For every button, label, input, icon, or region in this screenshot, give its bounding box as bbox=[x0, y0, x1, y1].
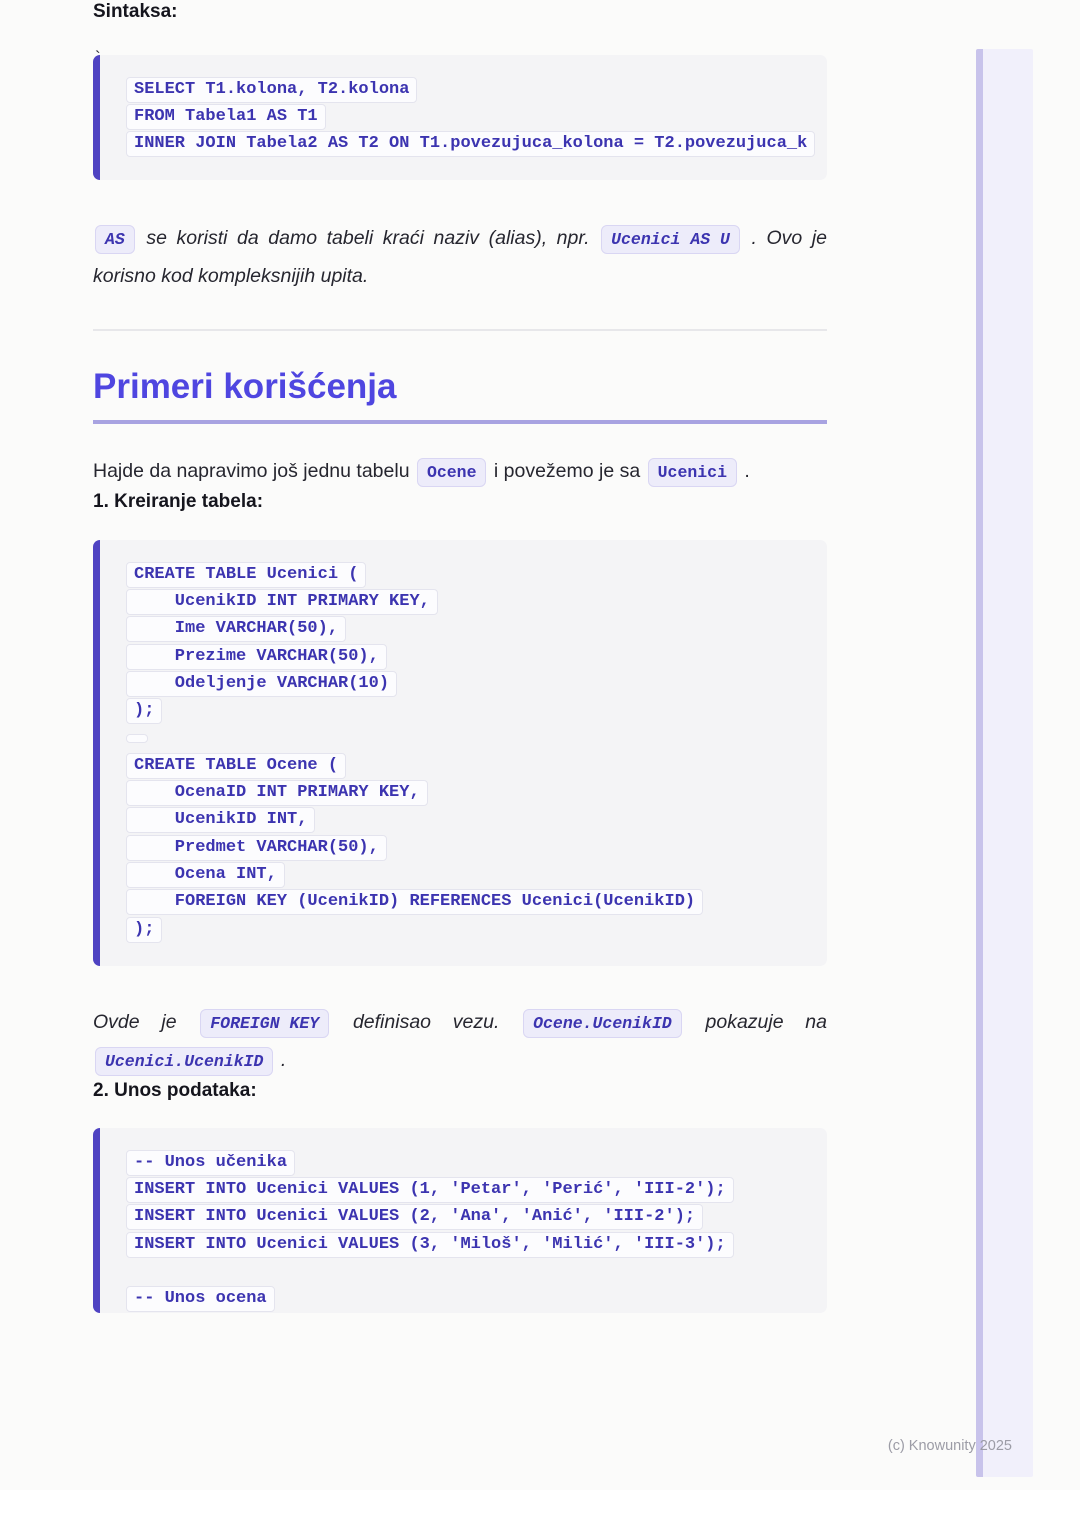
code-line bbox=[126, 1176, 827, 1203]
code-line-text: -- Unos učenika bbox=[126, 1150, 295, 1176]
code-line-text: UcenikID INT PRIMARY KEY, bbox=[126, 589, 438, 615]
code-line bbox=[126, 889, 827, 916]
paragraph-text: pokazuje na bbox=[683, 1011, 827, 1033]
code-line bbox=[126, 834, 827, 861]
code-line bbox=[126, 779, 827, 806]
inline-code-ocene: Ocene bbox=[417, 458, 487, 487]
code-line-text: INNER JOIN Tabela2 AS T2 ON T1.povezujuca_kolona = T2.povezujuca_k bbox=[126, 131, 815, 157]
paragraph-alias bbox=[93, 219, 827, 295]
code-line bbox=[126, 861, 827, 888]
code-line-text: Ime VARCHAR(50), bbox=[126, 616, 346, 642]
code-line-text: Predmet VARCHAR(50), bbox=[126, 835, 387, 861]
code-line bbox=[126, 561, 827, 588]
code-line-text: Prezime VARCHAR(50), bbox=[126, 644, 387, 670]
code-line bbox=[126, 616, 827, 643]
inline-code-ocene-ucenikid: Ocene.UcenikID bbox=[523, 1009, 682, 1038]
watermark-credit: (c) Knowunity 2025 bbox=[887, 1438, 1012, 1454]
code-line-text: FOREIGN KEY (UcenikID) REFERENCES Ucenici(UcenikID) bbox=[126, 889, 703, 915]
paragraph-text: i povežemo je sa bbox=[488, 460, 646, 482]
scrollbar-track[interactable] bbox=[976, 49, 1033, 1477]
paragraph-text: . bbox=[275, 1049, 287, 1071]
code-line bbox=[126, 697, 827, 724]
paragraph-text: Ovde je bbox=[93, 1011, 199, 1033]
code-line-text: -- Unos ocena bbox=[126, 1286, 275, 1312]
subheading-create-tables: 1. Kreiranje tabela: bbox=[93, 491, 264, 512]
code-line bbox=[126, 1149, 827, 1176]
code-line-text: Odeljenje VARCHAR(10) bbox=[126, 671, 397, 697]
code-line bbox=[126, 643, 827, 670]
code-line-text: FROM Tabela1 AS T1 bbox=[126, 104, 326, 130]
code-line-text: CREATE TABLE Ocene ( bbox=[126, 753, 346, 779]
code-line-blank bbox=[126, 725, 827, 752]
syntax-heading: Sintaksa: bbox=[93, 1, 178, 22]
inline-code-foreign-key: FOREIGN KEY bbox=[200, 1009, 329, 1038]
code-line-text: ); bbox=[126, 917, 162, 943]
code-line-text: INSERT INTO Ucenici VALUES (3, 'Miloš', 'Milić', 'III-3'); bbox=[126, 1232, 734, 1258]
page-bottom-edge bbox=[0, 1490, 1080, 1528]
section-divider bbox=[93, 329, 827, 331]
paragraph-text: . bbox=[738, 460, 750, 482]
code-line bbox=[126, 76, 827, 103]
code-line bbox=[126, 588, 827, 615]
code-line bbox=[126, 1285, 827, 1312]
code-line bbox=[126, 131, 827, 158]
code-line-text: OcenaID INT PRIMARY KEY, bbox=[126, 780, 428, 806]
code-line-text: ); bbox=[126, 698, 162, 724]
code-block-syntax bbox=[93, 55, 827, 180]
code-line bbox=[126, 670, 827, 697]
paragraph-intro bbox=[93, 452, 827, 490]
code-line-blank-chip bbox=[126, 734, 148, 743]
code-line-text: CREATE TABLE Ucenici ( bbox=[126, 562, 366, 588]
paragraph-text: Hajde da napravimo još jednu tabelu bbox=[93, 460, 415, 482]
paragraph-text: . Ovo je korisno kod kompleksnijih upita. bbox=[93, 227, 827, 287]
subheading-insert-data: 2. Unos podataka: bbox=[93, 1080, 257, 1101]
code-line-text: Ocena INT, bbox=[126, 862, 285, 888]
inline-code-ucenici: Ucenici bbox=[648, 458, 737, 487]
code-line-text: UcenikID INT, bbox=[126, 807, 315, 833]
code-line-text: INSERT INTO Ucenici VALUES (2, 'Ana', 'Anić', 'III-2'); bbox=[126, 1204, 703, 1230]
paragraph-text: definisao vezu. bbox=[331, 1011, 522, 1033]
code-line bbox=[126, 807, 827, 834]
inline-code-as: AS bbox=[95, 225, 135, 254]
code-block-create-tables bbox=[93, 540, 827, 966]
code-line bbox=[126, 1204, 827, 1231]
code-line-text: SELECT T1.kolona, T2.kolona bbox=[126, 77, 417, 103]
code-line-blank bbox=[126, 1258, 827, 1285]
code-line bbox=[126, 1231, 827, 1258]
code-block-inserts bbox=[93, 1128, 827, 1313]
page-title: Primeri korišćenja bbox=[93, 366, 827, 424]
code-line-text: INSERT INTO Ucenici VALUES (1, 'Petar', 'Perić', 'III-2'); bbox=[126, 1177, 734, 1203]
inline-code-ucenici-as-u: Ucenici AS U bbox=[601, 225, 740, 254]
inline-code-ucenici-ucenikid: Ucenici.UcenikID bbox=[95, 1047, 273, 1076]
code-line bbox=[126, 103, 827, 130]
paragraph-text: se koristi da damo tabeli kraći naziv (alias), npr. bbox=[136, 227, 600, 249]
document-content bbox=[93, 0, 827, 1313]
code-line bbox=[126, 916, 827, 943]
code-line bbox=[126, 752, 827, 779]
paragraph-foreign-key bbox=[93, 1003, 827, 1079]
